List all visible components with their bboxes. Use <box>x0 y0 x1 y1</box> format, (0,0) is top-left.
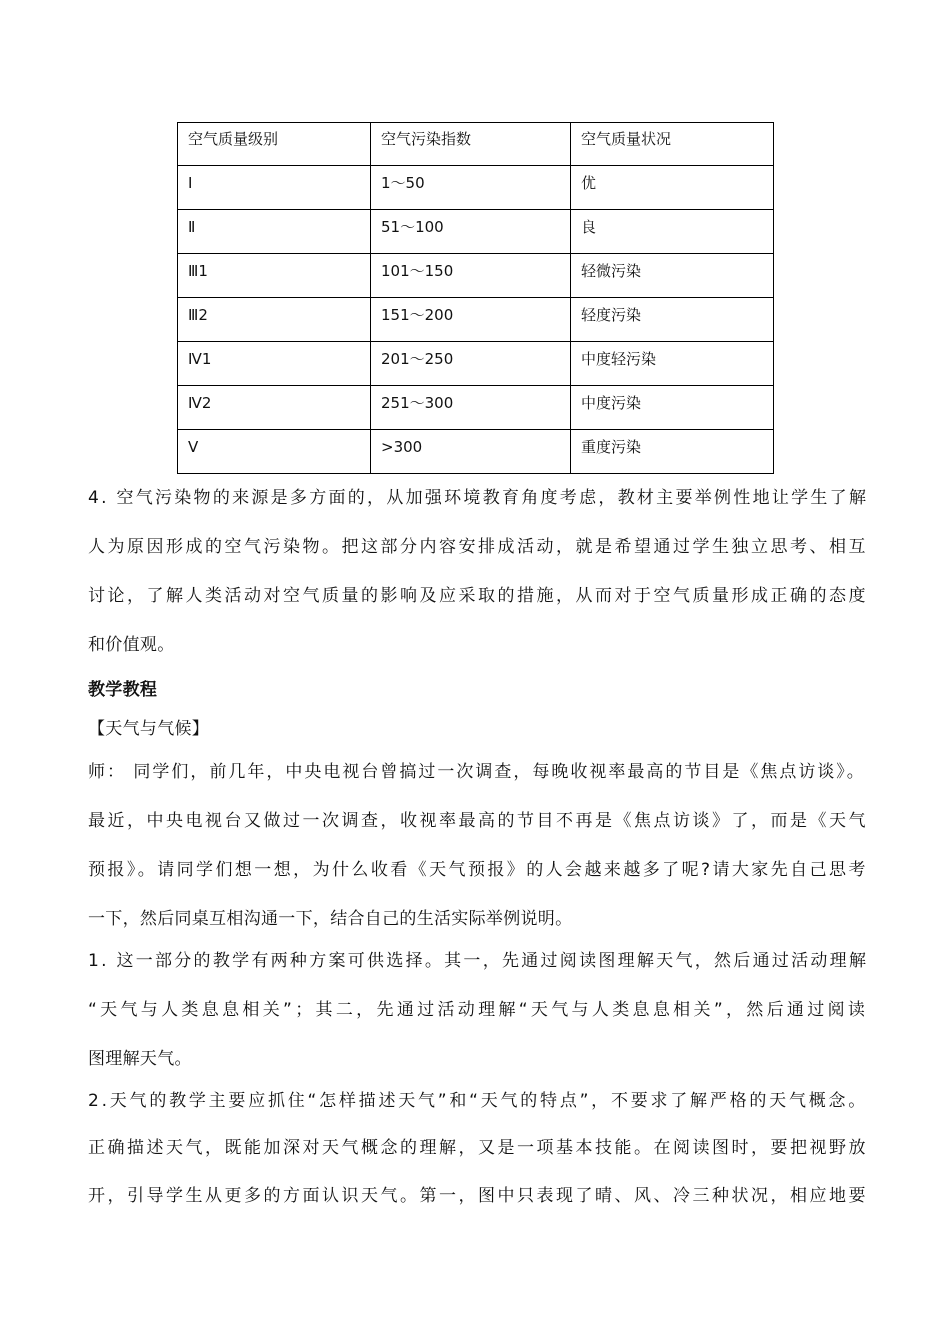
table-cell: 轻微污染 <box>571 254 774 298</box>
table-cell: 151～200 <box>371 298 571 342</box>
paragraph-line: 4. 空气污染物的来源是多方面的，从加强环境教育角度考虑，教材主要举例性地让学生了解 <box>88 488 869 508</box>
table-cell: Ⅲ2 <box>178 298 371 342</box>
paragraph-line: 最近，中央电视台又做过一次调查，收视率最高的节目不再是《焦点访谈》了，而是《天气 <box>88 811 868 831</box>
table-cell: 201～250 <box>371 342 571 386</box>
table-cell: 51～100 <box>371 210 571 254</box>
paragraph-line: 1. 这一部分的教学有两种方案可供选择。其一，先通过阅读图理解天气，然后通过活动理解 <box>88 951 869 971</box>
table-header-cell: 空气质量状况 <box>571 123 774 166</box>
table-row <box>178 430 774 474</box>
paragraph-line: 人为原因形成的空气污染物。把这部分内容安排成活动，就是希望通过学生独立思考、相互 <box>88 537 868 557</box>
table-header-cell: 空气污染指数 <box>371 123 571 166</box>
paragraph-line: 预报》。请同学们想一想，为什么收看《天气预报》的人会越来越多了呢?请大家先自己思考 <box>88 860 868 880</box>
table-header-row <box>178 123 774 166</box>
table-cell: Ⅲ1 <box>178 254 371 298</box>
section-title: 教学教程 <box>88 680 158 700</box>
table-cell: Ⅳ2 <box>178 386 371 430</box>
table-cell: 中度污染 <box>571 386 774 430</box>
table-cell: Ⅰ <box>178 166 371 210</box>
table-row <box>178 166 774 210</box>
table-row <box>178 210 774 254</box>
table-cell: 重度污染 <box>571 430 774 474</box>
air-quality-table <box>177 122 774 474</box>
paragraph-line: 开，引导学生从更多的方面认识天气。第一，图中只表现了晴、风、冷三种状况，相应地要 <box>88 1186 868 1206</box>
paragraph-line: 师： 同学们，前几年，中央电视台曾搞过一次调查，每晚收视率最高的节目是《焦点访谈》。 <box>88 762 866 782</box>
subsection-title: 【天气与气候】 <box>88 719 210 739</box>
paragraph-line: 正确描述天气，既能加深对天气概念的理解，又是一项基本技能。在阅读图时，要把视野放 <box>88 1138 868 1158</box>
table-cell: Ⅳ1 <box>178 342 371 386</box>
table-cell: Ⅱ <box>178 210 371 254</box>
table-row <box>178 254 774 298</box>
table-cell: 1～50 <box>371 166 571 210</box>
paragraph-line: 讨论，了解人类活动对空气质量的影响及应采取的措施，从而对于空气质量形成正确的态度 <box>88 586 868 606</box>
table-row <box>178 386 774 430</box>
paragraph-line: “天气与人类息息相关”；其二，先通过活动理解“天气与人类息息相关”，然后通过阅读 <box>88 1000 869 1020</box>
table-header-cell: 空气质量级别 <box>178 123 371 166</box>
table-cell: 良 <box>571 210 774 254</box>
table-cell: 251～300 <box>371 386 571 430</box>
table-cell: >300 <box>371 430 571 474</box>
table-cell: 轻度污染 <box>571 298 774 342</box>
paragraph-line: 图理解天气。 <box>88 1049 192 1069</box>
table-cell: 101～150 <box>371 254 571 298</box>
table-cell: 优 <box>571 166 774 210</box>
table-row <box>178 342 774 386</box>
paragraph-line: 和价值观。 <box>88 635 175 655</box>
paragraph-line: 一下，然后同桌互相沟通一下，结合自己的生活实际举例说明。 <box>88 909 573 929</box>
table-cell: Ⅴ <box>178 430 371 474</box>
table-cell: 中度轻污染 <box>571 342 774 386</box>
paragraph-line: 2.天气的教学主要应抓住“怎样描述天气”和“天气的特点”，不要求了解严格的天气概念。 <box>88 1091 869 1111</box>
table-row <box>178 298 774 342</box>
